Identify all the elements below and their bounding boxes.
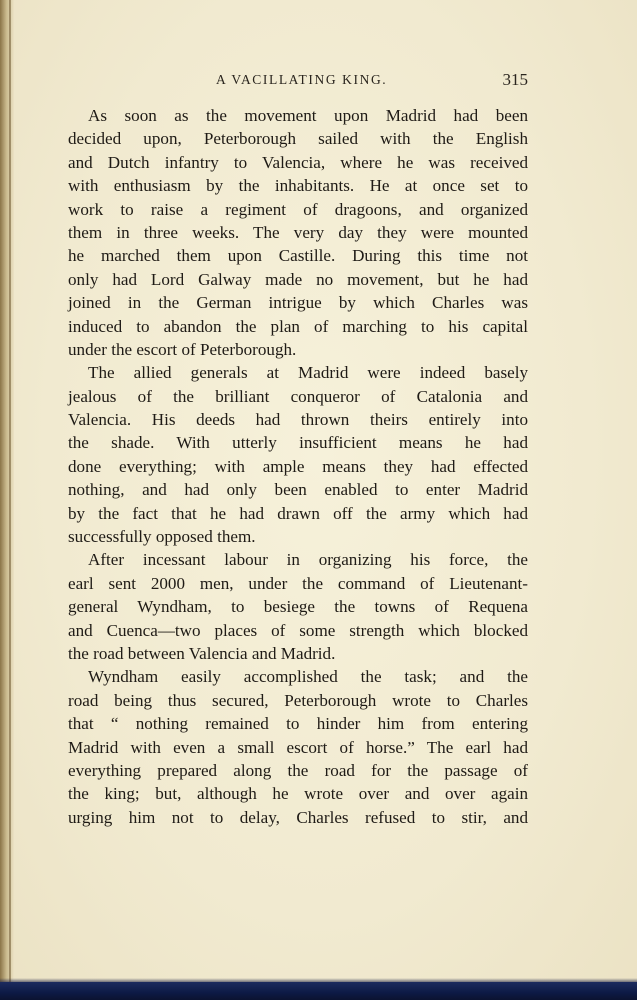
text-line: and Cuenca—two places of some strength which blocked (68, 620, 528, 640)
binding-edge (9, 0, 11, 1000)
text-line: general Wyndham, to besiege the towns of Requena (68, 597, 528, 617)
text-line: he marched them upon Castille. During this time not (68, 246, 528, 266)
text-line: road being thus secured, Peterborough wrote to Charles (68, 690, 528, 710)
text-line: induced to abandon the plan of marching to his capital (68, 316, 528, 336)
text-line: successfully opposed them. (68, 527, 256, 547)
book-cover-edge (0, 982, 637, 1000)
text-line: everything prepared along the road for the passage of (68, 760, 528, 780)
text-line: earl sent 2000 men, under the command of Lieutenant- (68, 573, 528, 593)
text-line: work to raise a regiment of dragoons, and organized (68, 199, 528, 219)
text-line: done everything; with ample means they had effected (68, 456, 528, 476)
page-gutter (0, 0, 14, 1000)
text-line: jealous of the brilliant conqueror of Catalonia and (68, 386, 528, 406)
text-line: and Dutch infantry to Valencia, where he was received (68, 152, 528, 172)
text-line: only had Lord Galway made no movement, but he had (68, 269, 528, 289)
text-line: with enthusiasm by the inhabitants. He at once set to (68, 176, 528, 196)
text-line: nothing, and had only been enabled to enter Madrid (68, 480, 528, 500)
text-line: the king; but, although he wrote over and over again (68, 784, 528, 804)
text-line: After incessant labour in organizing his force, the (88, 550, 528, 570)
text-line: Wyndham easily accomplished the task; and the (88, 667, 528, 687)
text-line: the shade. With utterly insufficient means he had (68, 433, 528, 453)
text-line: them in three weeks. The very day they were mounted (68, 222, 528, 242)
text-line: decided upon, Peterborough sailed with the English (68, 129, 528, 149)
text-line: The allied generals at Madrid were indeed basely (88, 363, 528, 383)
body-text (68, 104, 528, 829)
text-line: under the escort of Peterborough. (68, 339, 297, 359)
page-header (68, 70, 528, 96)
page-number: 315 (502, 70, 528, 89)
text-line: urging him not to delay, Charles refused to stir, and (68, 807, 528, 827)
text-line: the road between Valencia and Madrid. (68, 643, 336, 663)
text-line: that “ nothing remained to hinder him from entering (68, 714, 528, 734)
text-line: by the fact that he had drawn off the army which had (68, 503, 528, 523)
text-line: Valencia. His deeds had thrown theirs entirely into (68, 410, 528, 430)
text-line: As soon as the movement upon Madrid had been (88, 106, 528, 125)
text-line: joined in the German intrigue by which Charles was (68, 293, 528, 313)
text-line: Madrid with even a small escort of horse.” The earl had (68, 737, 528, 757)
running-head: A VACILLATING KING. (216, 72, 388, 87)
